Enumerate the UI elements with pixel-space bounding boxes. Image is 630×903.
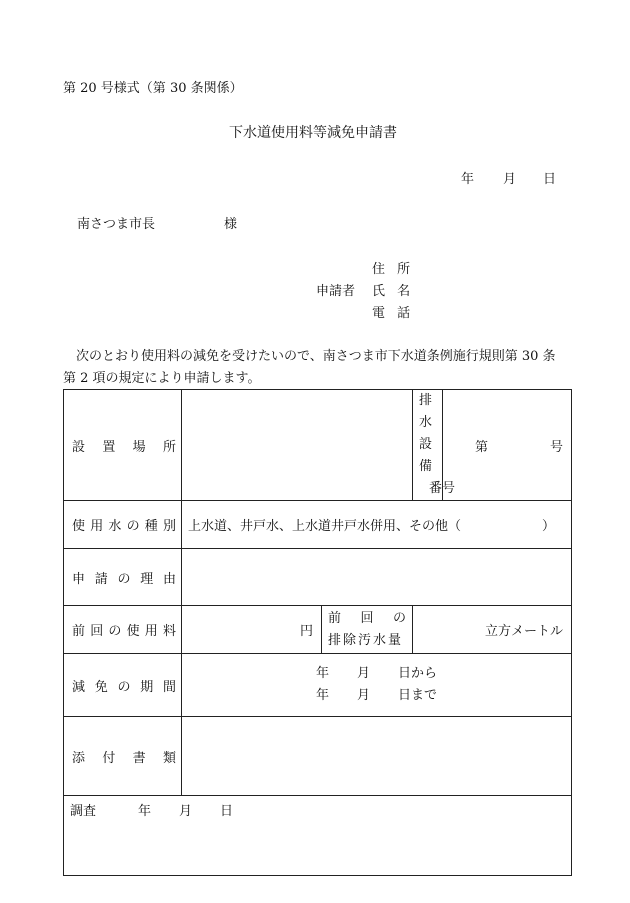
label-reason: 申 請 の 理 由: [64, 549, 182, 606]
drainage-number-field[interactable]: [443, 390, 572, 501]
row-water-type: [64, 501, 572, 549]
label-drainage-number: 排水設備 番 号: [413, 390, 443, 501]
intro-line-2: 第 2 項の規定により申請します。: [63, 371, 261, 386]
row-exemption-period: [64, 654, 572, 717]
investigation-label: 調査: [70, 804, 97, 819]
applicant-phone-label: 電 話: [372, 306, 415, 321]
label-exemption-period: 減 免 の 期 間: [64, 654, 182, 717]
form-number: 第 20 号様式（第 30 条関係）: [63, 81, 243, 96]
date-year: 年: [461, 172, 475, 187]
label-previous-fee: 前 回 の 使 用 料: [64, 606, 182, 654]
period-to-line: 年 月 日まで: [316, 688, 438, 703]
applicant-role: 申請者: [316, 284, 356, 299]
date-day: 日: [543, 172, 557, 187]
period-from-line: 年 月 日から: [316, 666, 438, 681]
installation-location-field[interactable]: [182, 390, 413, 501]
label-installation-location: 設 置 場 所: [64, 390, 182, 501]
volume-unit: 立方メートル: [485, 624, 564, 639]
investigation-day: 日: [220, 804, 234, 819]
row-previous-fee: [64, 606, 572, 654]
investigation-year: 年: [138, 804, 152, 819]
previous-wastewater-field[interactable]: [413, 606, 572, 654]
addressee-name: 南さつま市長: [77, 217, 156, 232]
number-suffix: 号: [550, 439, 564, 455]
applicant-address-label: 住 所: [372, 262, 415, 277]
intro-line-1: 次のとおり使用料の減免を受けたいので、南さつま市下水道条例施行規則第 30 条: [63, 349, 556, 364]
application-table: [63, 389, 572, 876]
applicant-name-label: 氏 名: [372, 284, 415, 299]
yen-unit: 円: [299, 624, 313, 639]
water-type-close-paren: ）: [542, 519, 556, 534]
water-type-field[interactable]: [182, 501, 572, 549]
document-title: 下水道使用料等減免申請書: [229, 125, 397, 141]
addressee-honorific: 様: [224, 217, 238, 232]
attachments-field[interactable]: [182, 717, 572, 796]
row-investigation: [64, 796, 572, 876]
row-reason: [64, 549, 572, 606]
investigation-month: 月: [179, 804, 193, 819]
row-attachments: [64, 717, 572, 796]
number-prefix: 第: [475, 439, 489, 455]
label-attachments: 添 付 書 類: [64, 717, 182, 796]
row-installation-location: [64, 390, 572, 501]
water-type-options: 上水道、井戸水、上水道井戸水併用、その他（: [188, 519, 462, 534]
reason-field[interactable]: [182, 549, 572, 606]
previous-fee-field[interactable]: [182, 606, 322, 654]
label-previous-wastewater: 前 回 の 排除汚水量: [322, 606, 413, 654]
label-water-type: 使 用 水 の 種 別: [64, 501, 182, 549]
date-month: 月: [503, 172, 517, 187]
exemption-period-field[interactable]: [182, 654, 572, 717]
investigation-field[interactable]: [64, 796, 572, 876]
